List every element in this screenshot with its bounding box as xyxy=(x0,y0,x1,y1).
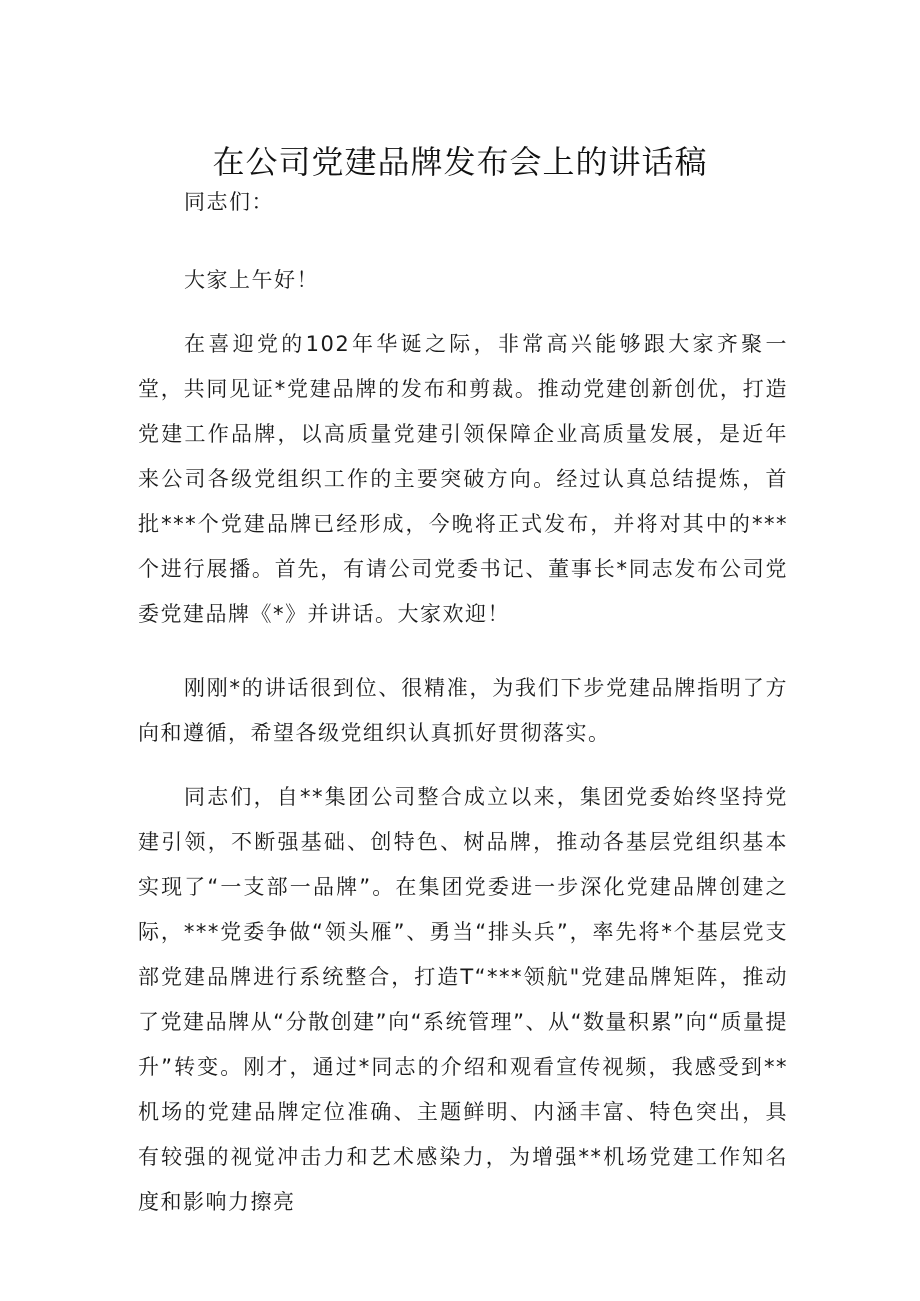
document-title: 在公司党建品牌发布会上的讲话稿 xyxy=(212,143,708,181)
hello-line: 大家上午好！ xyxy=(184,268,319,292)
paragraph-review: 同志们，自**集团公司整合成立以来，集团党委始终坚持党建引领，不断强基础、创特色、树品牌，推动各基层党组织基本实现了“一支部一品牌”。在集团党委进一步深化党建品牌创建之际，***党委争做“领头雁”、勇当“排头兵”，率先将*个基层党支部党建品牌进行系统整合，打造T“***领航"党建品牌矩阵，推动了党建品牌从“分散创建”向“系统管理”、从“数量积累”向“质量提升”转变。刚才，通过*同志的介绍和观看宣传视频，我感受到**机场的党建品牌定位准确、主题鲜明、内涵丰富、特色突出，具有较强的视觉冲击力和艺术感染力，为增强**机场党建工作知名度和影响力擦亮 xyxy=(138,785,788,1214)
paragraph-response: 刚刚*的讲话很到位、很精准，为我们下步党建品牌指明了方向和遵循，希望各级党组织认真抓好贯彻落实。 xyxy=(138,676,788,745)
greeting-line: 同志们： xyxy=(184,190,274,214)
paragraph-opening: 在喜迎党的102年华诞之际，非常高兴能够跟大家齐聚一堂，共同见证*党建品牌的发布和剪裁。推动党建创新创优，打造党建工作品牌，以高质量党建引领保障企业高质量发展，是近年来公司各级党组织工作的主要突破方向。经过认真总结提炼，首批***个党建品牌已经形成，今晚将正式发布，并将对其中的***个进行展播。首先，有请公司党委书记、董事长*同志发布公司党委党建品牌《*》并讲话。大家欢迎！ xyxy=(138,332,788,626)
